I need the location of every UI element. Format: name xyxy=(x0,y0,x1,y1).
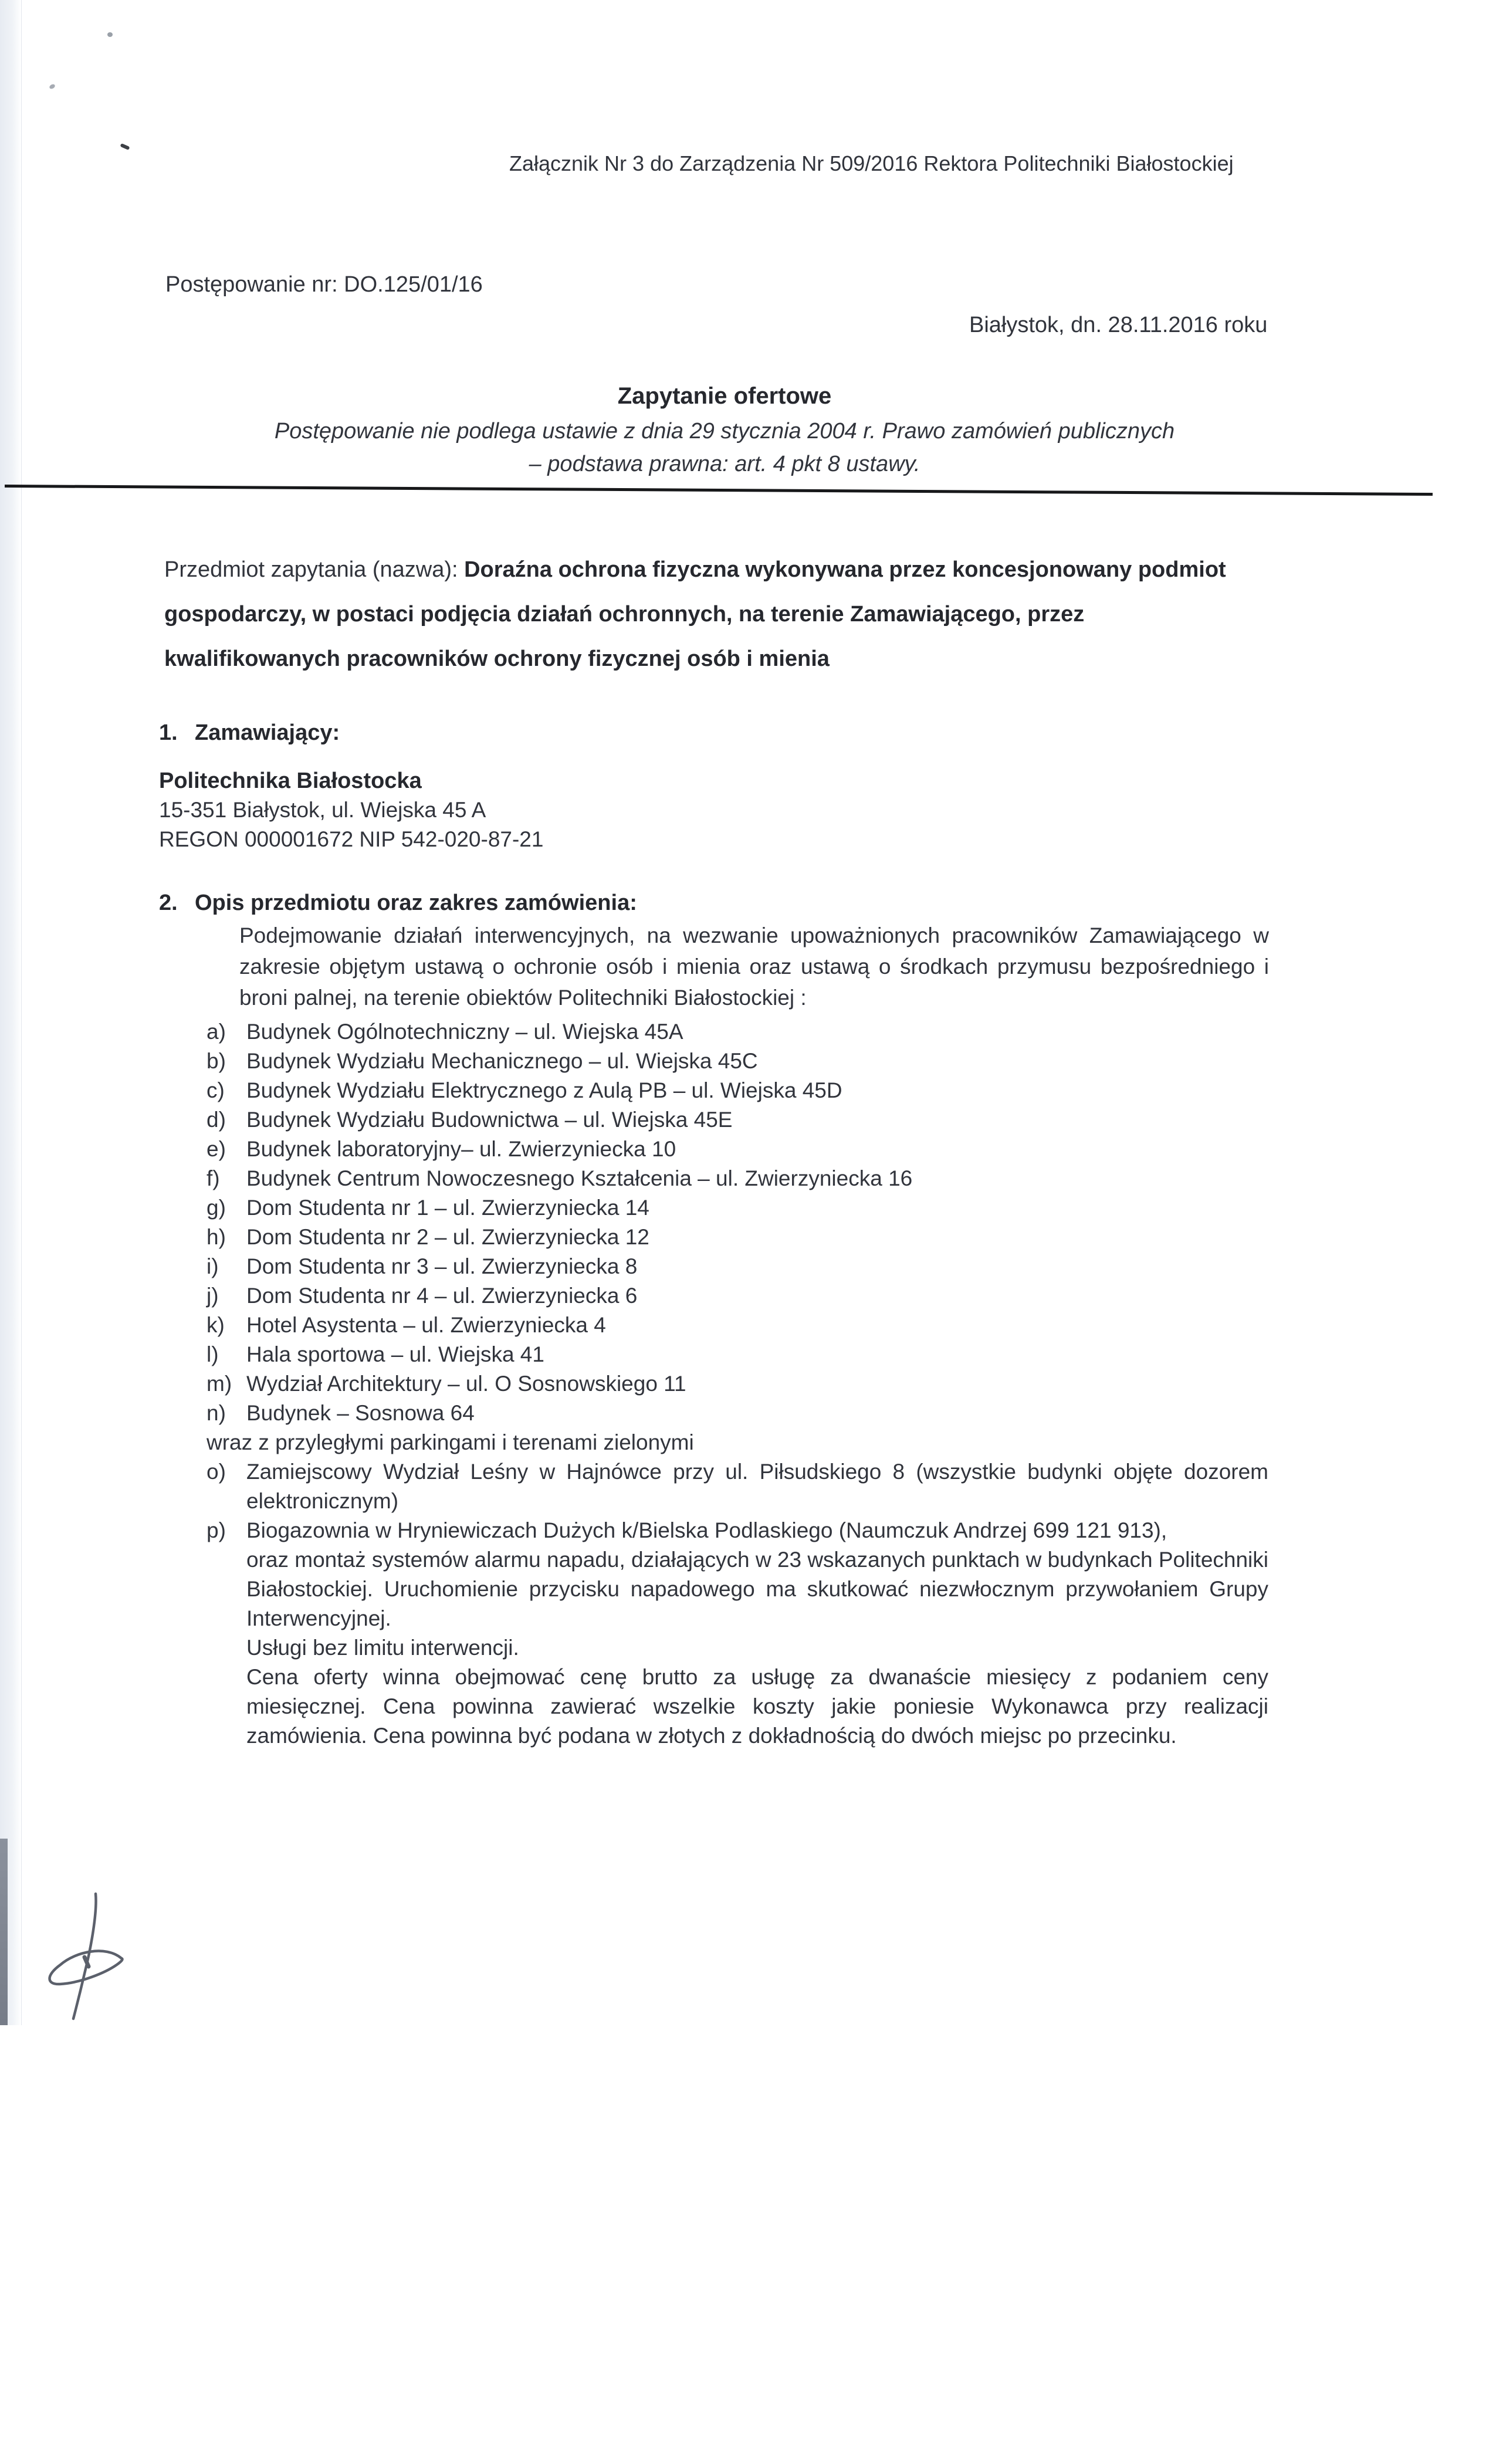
item-letter: m) xyxy=(207,1372,232,1396)
item-text: Budynek Wydziału Budownictwa – ul. Wiejska 45E xyxy=(246,1108,733,1132)
item-p-continuation: oraz montaż systemów alarmu napadu, działających w 23 wskazanych punktach w budynkach Politechniki Białostockiej. Uruchomienie przycisku napadowego ma skutkować niezwłocznym przywołaniem Grupy Interwencyjnej. xyxy=(246,1548,1268,1630)
scan-edge-dark-bar xyxy=(0,1839,8,2025)
item-letter: d) xyxy=(207,1108,226,1132)
list-item xyxy=(207,1281,1268,1311)
list-item xyxy=(207,1457,1268,1516)
item-text: Biogazownia w Hryniewiczach Dużych k/Bielska Podlaskiego (Naumczuk Andrzej 699 121 913), xyxy=(246,1518,1167,1542)
item-text: Budynek Centrum Nowoczesnego Kształcenia – ul. Zwierzyniecka 16 xyxy=(246,1166,913,1190)
list-item xyxy=(207,1516,1268,1545)
scan-speck xyxy=(120,143,130,150)
item-letter: b) xyxy=(207,1049,226,1073)
buyer-ids: REGON 000001672 NIP 542-020-87-21 xyxy=(159,827,544,851)
item-text: Dom Studenta nr 3 – ul. Zwierzyniecka 8 xyxy=(246,1254,638,1278)
list-item xyxy=(207,1017,1268,1047)
item-letter: i) xyxy=(207,1254,219,1278)
section2-title: Opis przedmiotu oraz zakres zamówienia: xyxy=(195,891,637,915)
item-letter: e) xyxy=(207,1137,226,1161)
item-letter: j) xyxy=(207,1284,219,1308)
list-item xyxy=(207,1164,1268,1193)
item-letter: h) xyxy=(207,1225,226,1249)
list-item xyxy=(207,1193,1268,1223)
item-text: Wydział Architektury – ul. O Sosnowskiego 11 xyxy=(246,1372,686,1396)
document-title: Zapytanie ofertowe xyxy=(617,383,832,409)
list-item xyxy=(207,1369,1268,1399)
item-letter: a) xyxy=(207,1020,226,1044)
scan-speck xyxy=(107,32,113,37)
list-item xyxy=(207,1340,1268,1369)
item-text: Budynek Wydziału Mechanicznego – ul. Wiejska 45C xyxy=(246,1049,758,1073)
item-text: Dom Studenta nr 4 – ul. Zwierzyniecka 6 xyxy=(246,1284,638,1308)
proceeding-number: Postępowanie nr: DO.125/01/16 xyxy=(165,272,483,297)
item-text: Budynek – Sosnowa 64 xyxy=(246,1401,475,1425)
item-letter: o) xyxy=(207,1460,226,1484)
item-text: Zamiejscowy Wydział Leśny w Hajnówce przy ul. Piłsudskiego 8 (wszystkie budynki objęte dozorem elektronicznym) xyxy=(246,1460,1268,1513)
attachment-note: Załącznik Nr 3 do Zarządzenia Nr 509/2016 Rektora Politechniki Białostockiej xyxy=(509,151,1234,175)
item-letter: p) xyxy=(207,1518,226,1542)
list-item xyxy=(207,1135,1268,1164)
item-text: Dom Studenta nr 2 – ul. Zwierzyniecka 12 xyxy=(246,1225,649,1249)
section1-title: Zamawiający: xyxy=(195,720,340,745)
list-item xyxy=(207,1076,1268,1105)
section1-number: 1. xyxy=(159,720,178,745)
place-and-date: Białystok, dn. 28.11.2016 roku xyxy=(969,313,1268,337)
section1-heading xyxy=(159,720,340,746)
buyer-address: 15-351 Białystok, ul. Wiejska 45 A xyxy=(159,798,486,822)
item-letter: k) xyxy=(207,1313,225,1337)
buildings-list xyxy=(207,1017,1268,1751)
section2-number: 2. xyxy=(159,891,178,915)
buyer-block xyxy=(159,766,543,854)
item-letter: n) xyxy=(207,1401,226,1425)
list-item xyxy=(207,1105,1268,1135)
item-text: Hotel Asystenta – ul. Zwierzyniecka 4 xyxy=(246,1313,606,1337)
scan-speck xyxy=(49,83,56,90)
item-text: Budynek Wydziału Elektrycznego z Aulą PB – ul. Wiejska 45D xyxy=(246,1078,842,1102)
item-text: Budynek laboratoryjny– ul. Zwierzyniecka 10 xyxy=(246,1137,676,1161)
list-item xyxy=(207,1311,1268,1340)
item-letter: l) xyxy=(207,1342,219,1366)
buyer-name: Politechnika Białostocka xyxy=(159,769,422,793)
list-note: wraz z przyległymi parkingami i terenami zielonymi xyxy=(207,1430,694,1454)
item-letter: f) xyxy=(207,1166,220,1190)
section2-intro: Podejmowanie działań interwencyjnych, na wezwanie upoważnionych pracowników Zamawiającego w zakresie objętym ustawą o ochronie osób i mienia oraz ustawą o środkach przymusu bezpośredniego i broni palnej, na terenie obiektów Politechniki Białostockiej : xyxy=(239,923,1269,1010)
section2-heading xyxy=(159,891,637,916)
subject-label: Przedmiot zapytania (nazwa): xyxy=(164,557,465,582)
item-text: Hala sportowa – ul. Wiejska 41 xyxy=(246,1342,544,1366)
scan-edge-strip xyxy=(0,0,22,2025)
item-letter: c) xyxy=(207,1078,225,1102)
item-text: Dom Studenta nr 1 – ul. Zwierzyniecka 14 xyxy=(246,1196,649,1220)
list-item xyxy=(207,1399,1268,1428)
no-limit-line: Usługi bez limitu interwencji. xyxy=(246,1636,519,1660)
horizontal-rule xyxy=(5,485,1433,496)
list-item xyxy=(207,1047,1268,1076)
legal-basis-line2: – podstawa prawna: art. 4 pkt 8 ustawy. xyxy=(529,452,920,476)
list-item xyxy=(207,1252,1268,1281)
price-paragraph: Cena oferty winna obejmować cenę brutto za usługę za dwanaście miesięcy z podaniem ceny miesięcznej. Cena powinna zawierać wszelkie koszty jakie poniesie Wykonawca przy realizacji zamówienia. Cena powinna być podana w złotych z dokładnością do dwóch miejsc po przecinku. xyxy=(246,1665,1268,1748)
list-item xyxy=(207,1223,1268,1252)
subject-paragraph xyxy=(164,547,1229,681)
item-letter: g) xyxy=(207,1196,226,1220)
item-text: Budynek Ogólnotechniczny – ul. Wiejska 45A xyxy=(246,1020,683,1044)
signature-scribble xyxy=(34,1876,137,2026)
legal-basis-line1: Postępowanie nie podlega ustawie z dnia 29 stycznia 2004 r. Prawo zamówień publicznych xyxy=(274,419,1175,444)
subject-value: Doraźna ochrona fizyczna wykonywana przez koncesjonowany podmiot gospodarczy, w postaci podjęcia działań ochronnych, na terenie Zamawiającego, przez kwalifikowanych pracowników ochrony fizycznej osób i mienia xyxy=(164,557,1226,671)
